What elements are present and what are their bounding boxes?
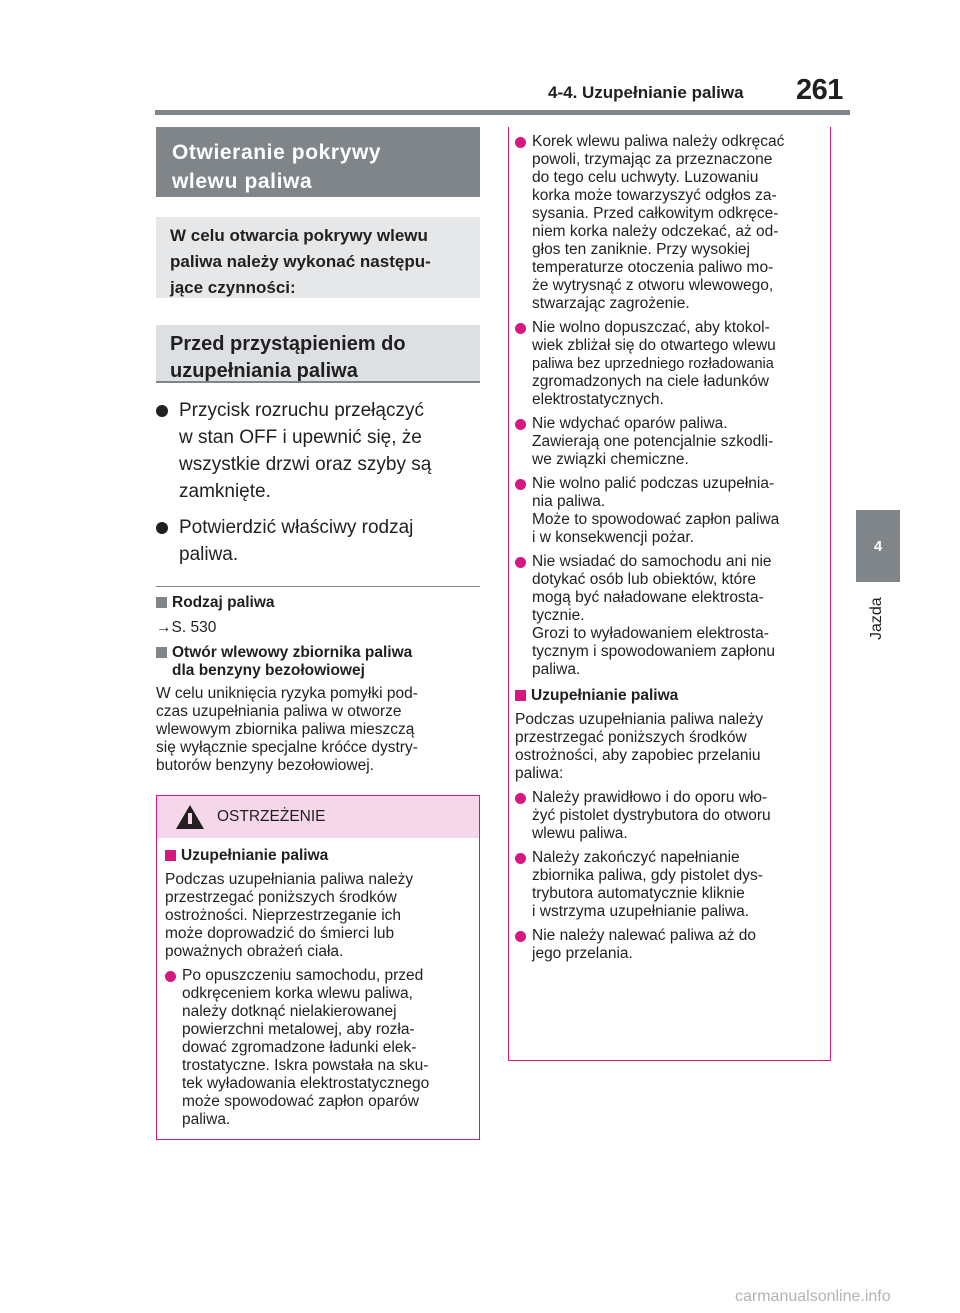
warning-text: Podczas uzupełniania paliwa należy przestrzegać poniższych środków ostrożności. Nieprzestrzeganie ich może doprowadzić do śmierci lub poważnych obrażeń ciała.	[165, 871, 414, 960]
warning-box	[156, 795, 480, 1140]
bullet-icon	[515, 419, 526, 430]
chapter-number: 4	[873, 537, 883, 555]
bullet-icon	[165, 971, 176, 982]
right-column	[508, 127, 831, 1061]
warning-label: OSTRZEŻENIE	[217, 808, 326, 825]
header-rule	[155, 110, 850, 115]
list-item: Przycisk rozruchu przełączyć w stan OFF i upewnić się, że wszystkie drzwi oraz szyby są zamknięte.	[156, 397, 480, 505]
left-column	[156, 127, 480, 1140]
bullet-icon	[515, 137, 526, 148]
list-item: Nie należy nalewać paliwa aż do jego przelania.	[515, 927, 824, 963]
chapter-tab[interactable]	[856, 510, 900, 582]
subsection-title: Przed przystąpieniem do uzupełniania paliwa	[156, 325, 480, 383]
list-item: Korek wlewu paliwa należy odkręcać powoli, trzymając za przeznaczone do tego celu uchwyty. Luzowaniu korka może towarzyszyć odgłos za- sysania. Przed całkowitym odkręce- niem korka należy odczekać, aż od- głos ten zaniknie. Przy wysokiej temperaturze otoczenia paliwo mo- że wytrysnąć z otworu wlewowego, stwarzając zagrożenie.	[515, 133, 824, 313]
filler-text: W celu uniknięcia ryzyka pomyłki pod- czas uzupełniania paliwa w otworze wlewowym zbiornika paliwa mieszczą się wyłącznie specjalne króćce dystry- butorów benzyny bezołowiowej.	[156, 685, 418, 774]
list-item: Nie wolno dopuszczać, aby ktokol- wiek zbliżał się do otwartego wlewu paliwa bez uprzedniego rozładowania zgromadzonych na ciele ładunków elektrostatycznych.	[515, 319, 824, 409]
bullet-icon	[515, 931, 526, 942]
filler-heading: Otwór wlewowy zbiornika paliwa dla benzyny bezołowiowej	[156, 644, 480, 680]
refuel-text: Podczas uzupełniania paliwa należy przestrzegać poniższych środków ostrożności, aby zapobiec przelaniu paliwa:	[515, 711, 764, 782]
fuel-type-heading: Rodzaj paliwa	[156, 594, 480, 612]
bullet-icon	[515, 479, 526, 490]
watermark: carmanualsonline.info	[735, 1288, 891, 1305]
warning-header	[157, 796, 479, 838]
chapter-label: Jazda	[868, 597, 885, 640]
bullet-icon	[156, 405, 168, 417]
bullet-icon	[156, 522, 168, 534]
square-icon	[156, 647, 167, 658]
list-item: Należy prawidłowo i do oporu wło- żyć pistolet dystrybutora do otworu wlewu paliwa.	[515, 789, 824, 843]
section-title: Otwieranie pokrywy wlewu paliwa	[156, 127, 480, 197]
bullet-icon	[515, 323, 526, 334]
square-icon	[515, 690, 526, 701]
bullet-icon	[515, 793, 526, 804]
divider	[156, 586, 480, 587]
list-item: Nie wdychać oparów paliwa. Zawierają one potencjalnie szkodli- we związki chemiczne.	[515, 415, 824, 469]
warning-continuation-box	[508, 127, 831, 1061]
list-item: Po opuszczeniu samochodu, przed odkręceniem korka wlewu paliwa, należy dotknąć nielakierowanej powierzchni metalowej, aby rozła- dować zgromadzone ładunki elek- trostatyczne. Iskra powstała na sku- tek wyładowania elektrostatycznego może spowodować zapłon oparów paliwa.	[165, 967, 471, 1129]
page-number: 261	[796, 74, 843, 106]
list-item: Potwierdzić właściwy rodzaj paliwa.	[156, 514, 480, 568]
list-item: Nie wsiadać do samochodu ani nie dotykać osób lub obiektów, które mogą być naładowane elektrosta- tycznie. Grozi to wyładowaniem elektrosta- tycznym i spowodowaniem zapłonu paliwa.	[515, 553, 824, 679]
square-icon	[156, 597, 167, 608]
page-reference[interactable]: →S. 530	[156, 619, 217, 636]
bullet-icon	[515, 853, 526, 864]
warning-icon	[176, 805, 204, 829]
square-icon	[165, 850, 176, 861]
refuel-heading: Uzupełnianie paliwa	[515, 687, 824, 705]
prep-list	[156, 397, 480, 568]
bullet-icon	[515, 557, 526, 568]
list-item: Nie wolno palić podczas uzupełnia- nia paliwa. Może to spowodować zapłon paliwa i w konsekwencji pożar.	[515, 475, 824, 547]
warning-heading: Uzupełnianie paliwa	[165, 847, 471, 865]
running-header: 4-4. Uzupełnianie paliwa	[548, 83, 744, 102]
intro-box: W celu otwarcia pokrywy wlewu paliwa należy wykonać następu- jące czynności:	[156, 217, 480, 298]
list-item: Należy zakończyć napełnianie zbiornika paliwa, gdy pistolet dys- trybutora automatycznie kliknie i wstrzyma uzupełnianie paliwa.	[515, 849, 824, 921]
